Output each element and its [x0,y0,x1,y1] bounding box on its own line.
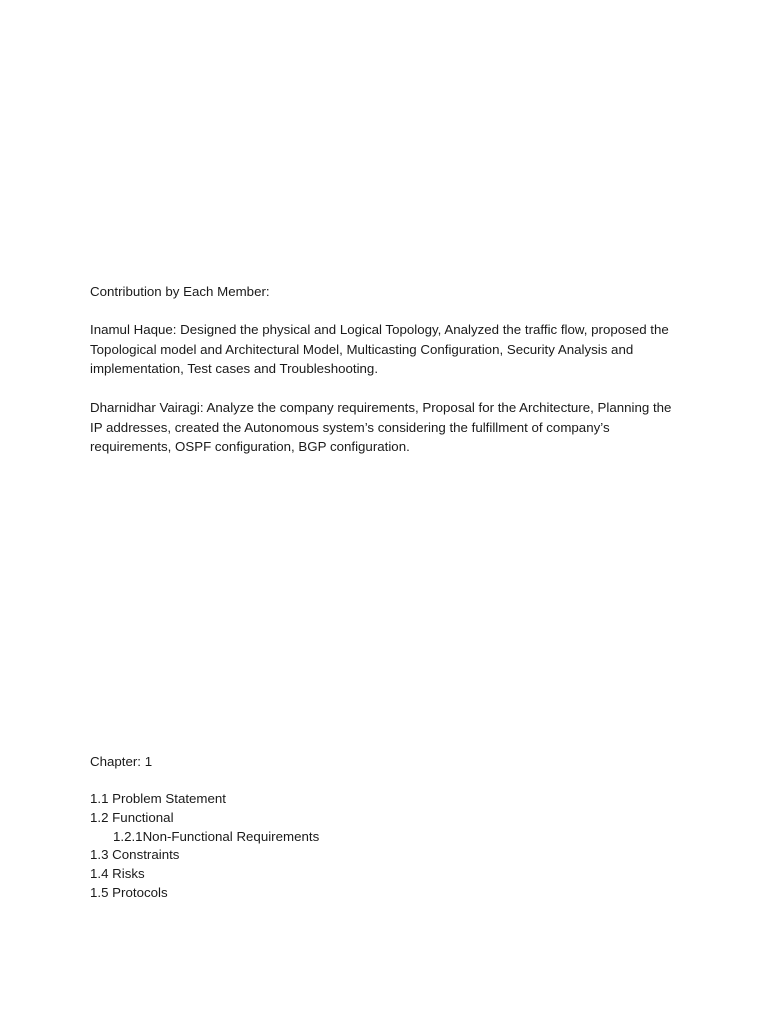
member-contribution-inamul [90,320,680,379]
chapter-heading: Chapter: 1 [90,754,153,769]
toc-item: 1.1 Problem Statement [90,791,226,806]
toc-subitem: 1.2.1Non-Functional Requirements [113,828,320,844]
contribution-heading: Contribution by Each Member: [90,284,270,299]
table-of-contents [90,790,680,903]
toc-item: 1.4 Risks [90,866,145,882]
member-contribution-dharnidhar [90,398,680,457]
toc-item: 1.3 Constraints [90,847,180,863]
toc-item: 1.2 Functional [90,809,174,825]
member-contribution-text: Dharnidhar Vairagi: Analyze the company requirements, Proposal for the Architecture, Planning the IP addresses, created the Autonomous system’s considering the fulfillment of company’s requirements, OSPF configuration, BGP configuration. [90,400,672,454]
chapter-heading-block [90,752,680,772]
contribution-section [90,282,680,302]
member-contribution-text: Inamul Haque: Designed the physical and Logical Topology, Analyzed the traffic flow, proposed the Topological model and Architectural Model, Multicasting Configuration, Security Analysis and implementation, Test cases and Troubleshooting. [90,322,669,376]
toc-item: 1.5 Protocols [90,884,168,900]
